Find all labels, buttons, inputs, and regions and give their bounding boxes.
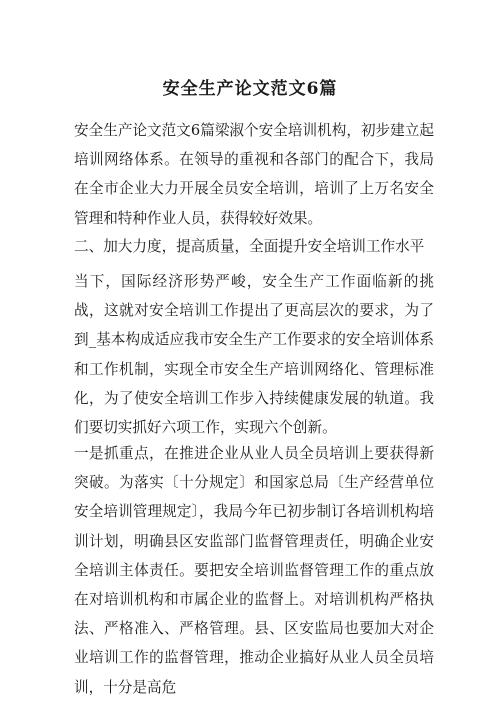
section-heading: 二、加大力度，提高质量，全面提升安全培训工作水平 bbox=[74, 238, 425, 255]
document-title: 安全生产论文范文6篇 bbox=[162, 79, 338, 99]
paragraph-context: 当下，国际经济形势严峻，安全生产工作面临新的挑战，这就对安全培训工作提出了更高层次的要求，为了到_基本构成适应我市安全生产工作要求的安全培训体系和工作机制，实现全市安全生产培训网络化、管理标准化，为了使安全培训工作步入持续健康发展的轨道。我们要切实抓好六项工作，实现六个创新。 bbox=[74, 273, 434, 437]
paragraph-key-point-one: 一是抓重点，在推进企业从业人员全员培训上要获得新突破。为落实〔十分规定〕和国家总局〔生产经营单位安全培训管理规定〕，我局今年已初步制订各培训机构培训计划，明确县区安监部门监督管理责任，明确企业安全培训主体责任。要把安全培训监督管理工作的重点放在对培训机构和市属企业的监督上。对培训机构严格执法、严格准入、严格管理。县、区安监局也要加大对企业培训工作的监督管理，推动企业搞好从业人员全员培训，十分是高危 bbox=[74, 445, 434, 696]
paragraph-intro: 安全生产论文范文6篇梁淑个安全培训机构，初步建立起培训网络体系。在领导的重视和各部门的配合下，我局在全市企业大力开展全员安全培训，培训了上万名安全管理和特种作业人员，获得较好效果。 bbox=[74, 122, 434, 227]
